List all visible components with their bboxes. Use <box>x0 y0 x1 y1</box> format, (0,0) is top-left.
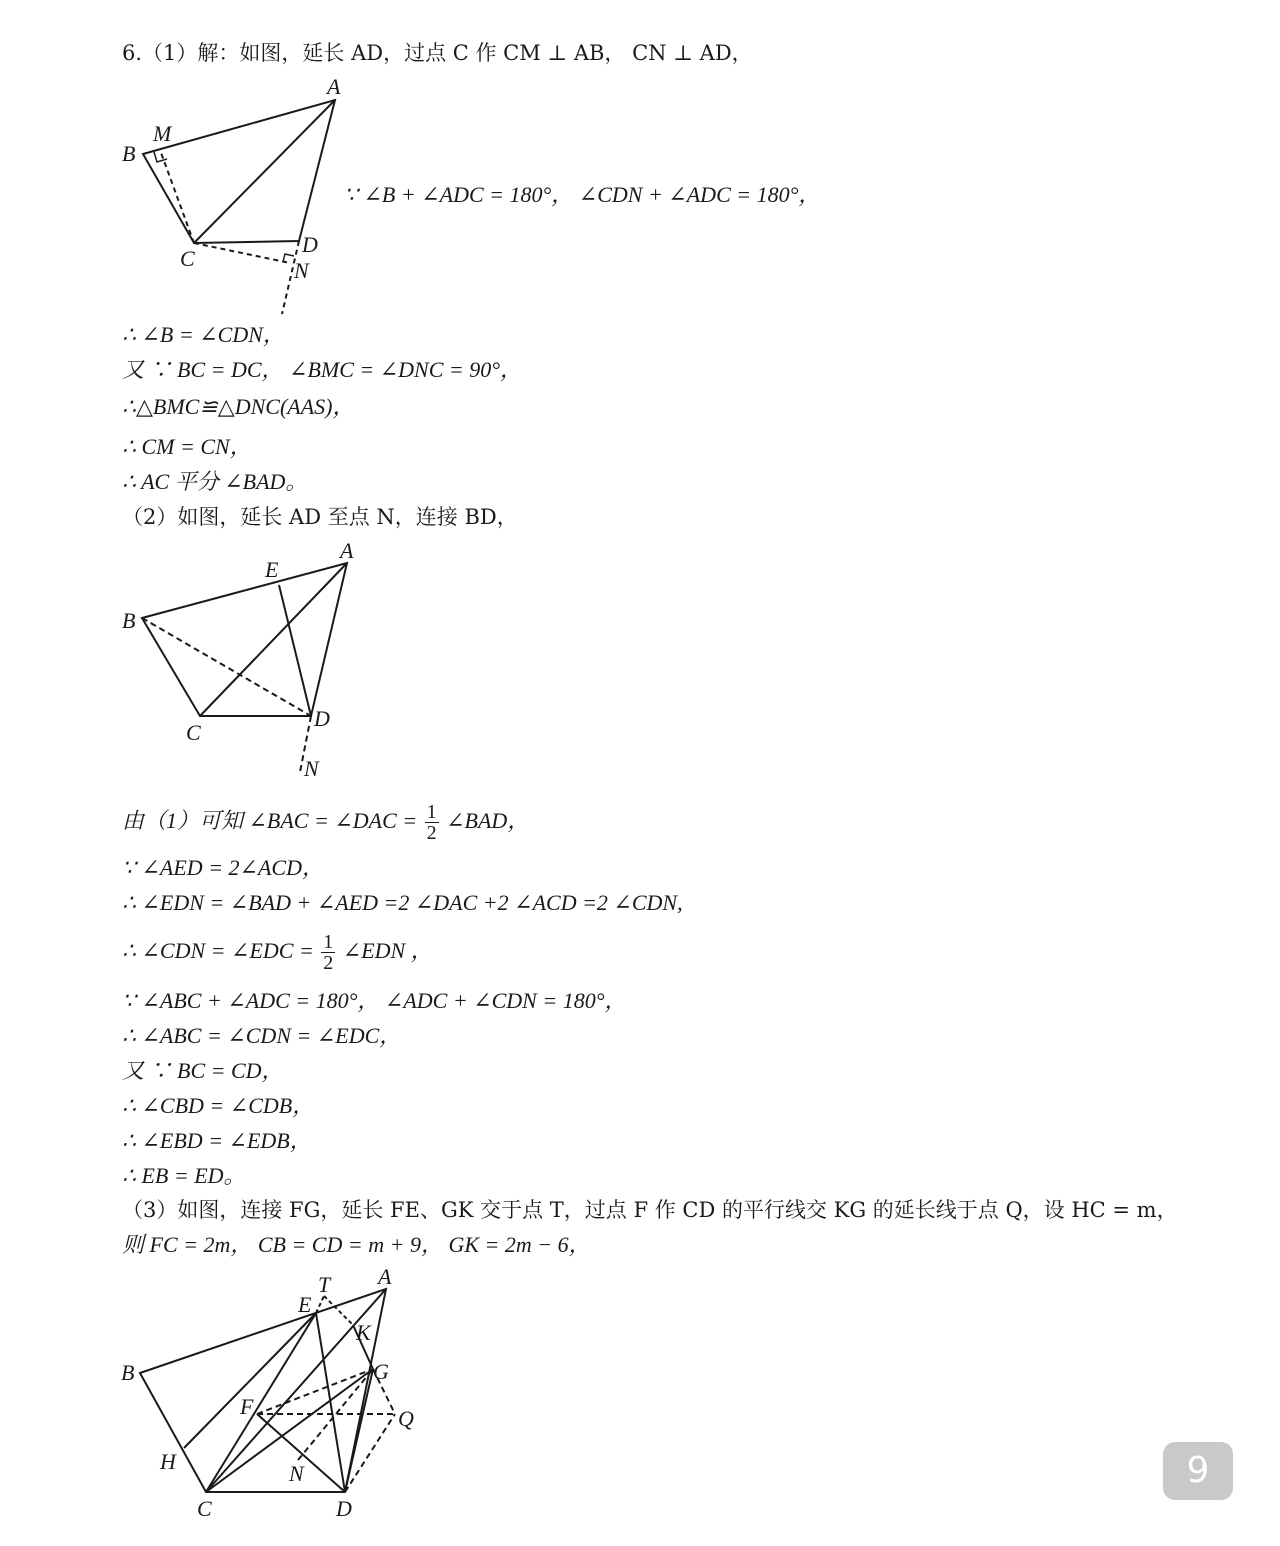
part2-step-b3: 又 ∵ BC = CD， <box>122 1058 284 1083</box>
fig3-segment-he <box>184 1313 316 1448</box>
page-number-badge: 9 <box>1163 1442 1233 1500</box>
part2-step-b1: ∵ ∠ABC + ∠ADC = 180°， ∠ADC + ∠CDN = 180°， <box>122 988 627 1013</box>
fig2-label-n: N <box>304 756 319 781</box>
part3-line-1: （3）如图，连接 FG，延长 FE、GK 交于点 T，过点 F 作 CD 的平行线交 KG 的延长线于点 Q，设 HC = m， <box>122 1198 1178 1222</box>
fig2-label-b: B <box>122 608 136 633</box>
part2-frac2-pre: ∴ ∠CDN = ∠EDC = <box>122 938 314 963</box>
fig1-cn-dashed <box>194 243 290 263</box>
fig1-right-angle-n <box>283 254 294 262</box>
fig2-quadrilateral <box>142 563 347 716</box>
fig1-label-c: C <box>180 246 195 271</box>
fig3-quadrilateral <box>140 1289 386 1492</box>
frac2-den: 2 <box>323 952 334 975</box>
fig2-label-a: A <box>340 538 354 563</box>
figure-2-labels <box>122 538 354 781</box>
figure-2 <box>142 563 347 772</box>
part2-frac1-pre: 由（1）可知 ∠BAC = ∠DAC = <box>122 808 418 833</box>
fig1-cm-dashed <box>160 150 194 243</box>
fig2-diagonal-ac <box>200 563 347 716</box>
fig1-label-n: N <box>294 258 309 283</box>
part1-step-4: ∴ CM = CN， <box>122 434 252 459</box>
frac-den: 2 <box>426 822 437 845</box>
part1-step-2: 又 ∵ BC = DC， ∠BMC = ∠DNC = 90°， <box>122 357 523 382</box>
fig3-label-b: B <box>121 1360 135 1385</box>
part3-line-2: 则 FC = 2m， CB = CD = m + 9， GK = 2m − 6， <box>122 1232 591 1257</box>
part2-step-a1: ∵ ∠AED = 2∠ACD， <box>122 855 324 880</box>
fig1-quadrilateral <box>143 100 335 243</box>
part2-frac1-post: ∠BAD， <box>446 808 530 833</box>
part2-step-b5: ∴ ∠EBD = ∠EDB， <box>122 1128 312 1153</box>
part2-step-b2: ∴ ∠ABC = ∠CDN = ∠EDC， <box>122 1023 402 1048</box>
fig1-label-m: M <box>153 121 172 146</box>
part1-step-3: ∴△BMC≌△DNC(AAS)， <box>122 394 355 419</box>
part2-step-a2: ∴ ∠EDN = ∠BAD + ∠AED =2 ∠DAC +2 ∠ACD =2 ∠CDN, <box>122 890 683 915</box>
fig2-label-c: C <box>186 720 201 745</box>
fig1-right-angle-m <box>154 152 167 162</box>
fig1-label-a: A <box>327 74 341 99</box>
fig1-label-b: B <box>122 141 136 166</box>
fig3-tk-dashed <box>324 1296 353 1325</box>
fig3-label-k: K <box>356 1320 371 1345</box>
fig3-label-t: T <box>318 1272 331 1297</box>
fig1-label-d: D <box>302 232 318 257</box>
part2-step-b6: ∴ EB = ED。 <box>122 1163 246 1188</box>
part2-frac2-post: ∠EDN ， <box>342 938 433 963</box>
fig1-diagonal-ac <box>194 100 335 243</box>
part1-step-1: ∴ ∠B = ∠CDN， <box>122 322 285 347</box>
fig2-label-e: E <box>265 557 279 582</box>
part1-since-line: ∵ ∠B + ∠ADC = 180°， ∠CDN + ∠ADC = 180°， <box>344 182 821 207</box>
fig3-label-q: Q <box>398 1406 414 1431</box>
part1-step-5: ∴ AC 平分 ∠BAD。 <box>122 469 308 494</box>
fig3-label-h: H <box>160 1449 176 1474</box>
fig3-label-c: C <box>197 1496 212 1521</box>
fig2-label-d: D <box>314 706 330 731</box>
fig3-label-n: N <box>289 1461 304 1486</box>
fig2-bd-dashed <box>142 618 311 716</box>
fig3-fg-dashed <box>257 1369 373 1414</box>
part2-heading: （2）如图，延长 AD 至点 N，连接 BD， <box>122 505 518 529</box>
part2-step-b4: ∴ ∠CBD = ∠CDB， <box>122 1093 315 1118</box>
fig3-label-f: F <box>240 1394 254 1419</box>
frac2-num: 1 <box>323 931 334 954</box>
fig3-label-a: A <box>378 1264 392 1289</box>
fig3-label-e: E <box>298 1292 312 1317</box>
frac-num: 1 <box>426 801 437 824</box>
part1-heading: 6.（1）解：如图，延长 AD，过点 C 作 CM ⊥ AB， CN ⊥ AD， <box>122 41 753 65</box>
fig3-label-d: D <box>336 1496 352 1521</box>
fig3-label-g: G <box>373 1359 389 1384</box>
